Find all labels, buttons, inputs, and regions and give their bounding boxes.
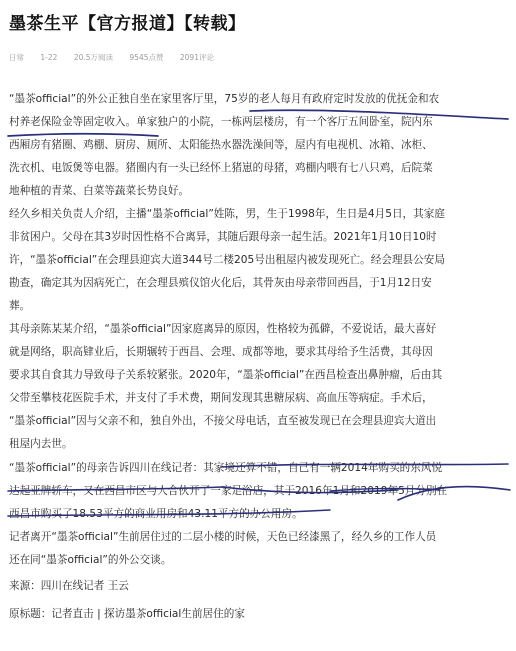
meta-reads: 20.5万阅读 <box>73 53 114 62</box>
paragraph-line: 勘查，确定其为因病死亡，在会理县殡仪馆火化后，其骨灰由母亲带回西昌，于1月12日安 <box>9 277 432 289</box>
paragraph-line: 许，“墨茶official”在会理县迎宾大道344号二楼205号出租屋内被发现死亡。经会理县公安局 <box>9 254 445 266</box>
paragraph-source <box>9 575 509 598</box>
paragraph-line: 父带至攀枝花医院手术，并支付了手术费，期间发现其患糖尿病、高血压等病症。手术后， <box>9 392 433 404</box>
meta-likes: 9545点赞 <box>129 53 164 62</box>
paragraph-line: 地种植的青菜、白菜等蔬菜长势良好。 <box>9 185 190 197</box>
paragraph-line: 洗衣机、电饭煲等电器。猪圈内有一头已经怀上猪崽的母猪，鸡棚内喂有七八只鸡，后院菜 <box>9 162 433 174</box>
paragraph-line: 就是网络，职高肄业后，长期辗转于西昌、会理、成都等地，要求其母给予生活费，其母因 <box>9 346 433 358</box>
paragraph-line: 葬。 <box>9 300 31 312</box>
meta-date: 1-22 <box>40 53 58 62</box>
paragraph-line: 西厢房有猪圈、鸡棚、厨房、厕所、太阳能热水器洗澡间等，屋内有电视机、冰箱、冰柜、 <box>9 139 433 151</box>
paragraph-official-statement <box>9 203 509 318</box>
paragraph-line: “墨茶official”的外公正独自坐在家里客厅里，75岁的老人每月有政府定时发放的优抚金和农 <box>9 93 440 105</box>
meta-comments: 2091评论 <box>179 53 214 62</box>
paragraph-line: 还在同“墨茶official”的外公交谈。 <box>9 554 172 566</box>
paragraph-line: 西昌市购买了18.53平方的商业用房和43.11平方的办公用房。 <box>9 508 303 520</box>
paragraph-original-title <box>9 603 509 626</box>
paragraph-line: 村养老保险金等固定收入。单家独户的小院，一栋两层楼房，有一个客厅五间卧室，院内东 <box>9 116 433 128</box>
paragraph-line: “墨茶official”因与父亲不和，独自外出，不接父母电话，直至被发现已在会理县迎宾大道出 <box>9 415 437 427</box>
article-title: 墨茶生平【官方报道】【转载】 <box>9 14 246 34</box>
source-line: 来源：四川在线记者 王云 <box>9 580 129 592</box>
paragraph-line: 记者离开“墨茶official”生前居住过的二层小楼的时候，天色已经漆黑了，经久乡的工作人员 <box>9 531 437 543</box>
paragraph-line: 其母亲陈某某介绍，“墨茶official”因家庭离异的原因，性格较为孤僻，不爱说话，最大喜好 <box>9 323 437 335</box>
original-title-line: 原标题：记者直击 | 探访墨茶official生前居住的家 <box>9 608 245 620</box>
paragraph-line: 要求其自食其力导致母子关系较紧张。2020年，“墨茶official”在西昌检查出鼻肿瘤，后由其 <box>9 369 443 381</box>
paragraph-line: 经久乡相关负责人介绍，主播“墨茶official”姓陈，男，生于1998年，生日是4月5日，其家庭 <box>9 208 445 220</box>
paragraph-mother-account <box>9 318 509 456</box>
paragraph-reporter-leaving <box>9 526 509 572</box>
meta-category: 日常 <box>9 53 24 62</box>
paragraph-line: 达起亚牌轿车，又在西昌市区与人合伙开了一家足浴店，其于2016年1月和2019年5月分别在 <box>9 485 448 497</box>
paragraph-family-assets <box>9 457 509 526</box>
paragraph-grandfather <box>9 88 509 203</box>
article-meta <box>9 52 228 63</box>
paragraph-line: 非贫困户。父母在其3岁时因性格不合离异，其随后跟母亲一起生活。2021年1月10日10时 <box>9 231 437 243</box>
paragraph-line: 租屋内去世。 <box>9 438 73 450</box>
paragraph-line: “墨茶official”的母亲告诉四川在线记者：其家境还算不错，自己有一辆2014年购买的东风悦 <box>9 462 443 474</box>
